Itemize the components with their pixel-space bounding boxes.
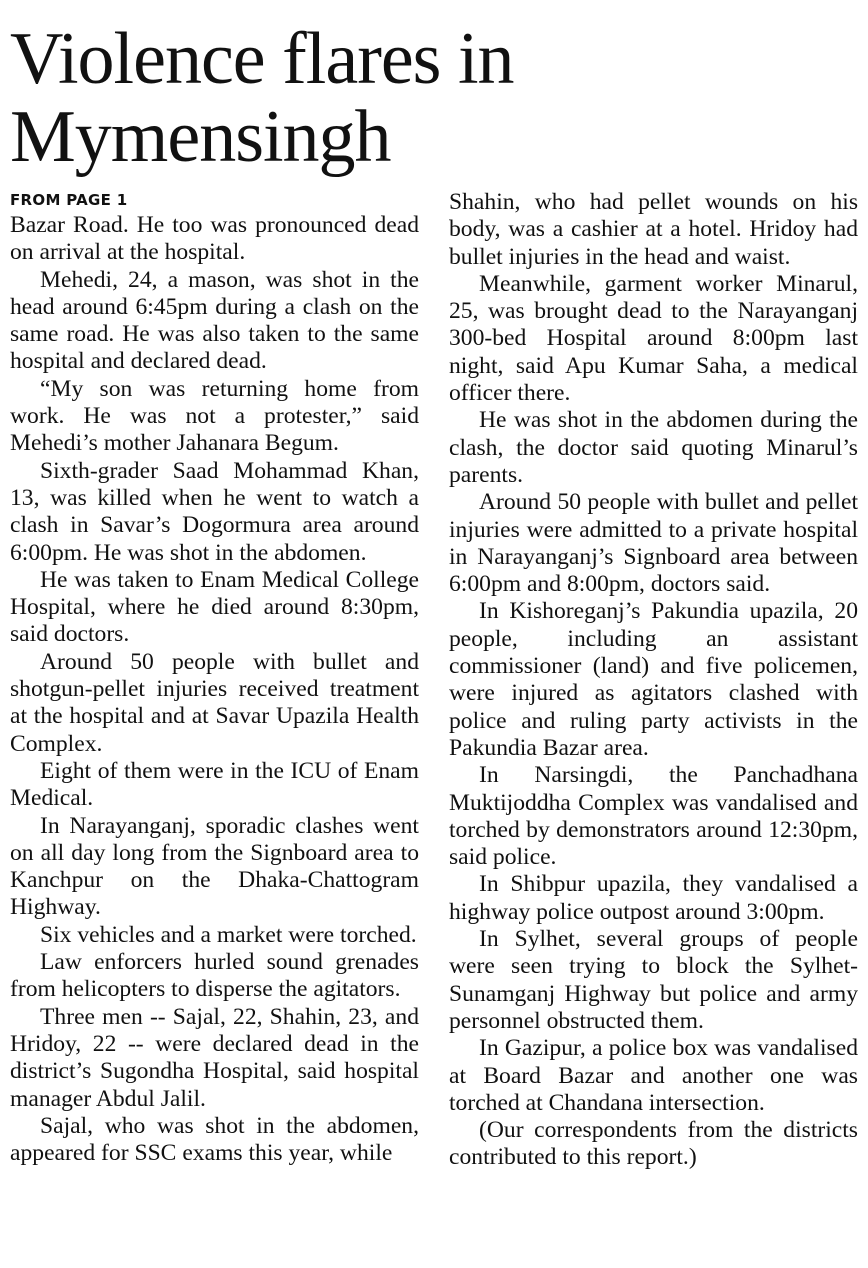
paragraph: In Kishoreganj’s Pakundia upazila, 20 people, including an assistant commissioner (land) and five policemen, were injured as agitators clashed with police and ruling party activists in the Pakundia Bazar area. (449, 598, 858, 761)
left-column (10, 189, 419, 1167)
paragraph: Around 50 people with bullet and pellet injuries were admitted to a private hospital in Narayanganj’s Signboard area between 6:00pm and 8:00pm, doctors said. (449, 489, 858, 598)
kicker: FROM PAGE 1 (10, 191, 128, 209)
paragraph: In Narayanganj, sporadic clashes went on all day long from the Signboard area to Kanchpur on the Dhaka-Chattogram Highway. (10, 812, 419, 921)
paragraph: Six vehicles and a market were torched. (40, 921, 417, 948)
paragraph: Meanwhile, garment worker Minarul, 25, was brought dead to the Narayanganj 300-bed Hospital around 8:00pm last night, said Apu Kumar Saha, a medical officer there. (449, 270, 858, 407)
paragraph: Three men -- Sajal, 22, Shahin, 23, and Hridoy, 22 -- were declared dead in the district’s Sugondha Hospital, said hospital manager Abdul Jalil. (10, 1003, 419, 1112)
paragraph: Around 50 people with bullet and shotgun-pellet injuries received treatment at the hospital and at Savar Upazila Health Complex. (10, 648, 419, 757)
paragraph: He was shot in the abdomen during the clash, the doctor said quoting Minarul’s parents. (449, 407, 858, 488)
paragraph: Eight of them were in the ICU of Enam Medical. (10, 757, 419, 812)
headline: Violence flares in Mymensingh (10, 18, 514, 178)
paragraph: In Shibpur upazila, they vandalised a highway police outpost around 3:00pm. (449, 871, 858, 925)
paragraph: Sixth-grader Saad Mohammad Khan, 13, was killed when he went to watch a clash in Savar’s Dogormura area around 6:00pm. He was shot in the abdomen. (10, 457, 419, 566)
paragraph: Mehedi, 24, a mason, was shot in the head around 6:45pm during a clash on the same road. He was also taken to the same hospital and declared dead. (10, 266, 419, 375)
paragraph: In Sylhet, several groups of people were seen trying to block the Sylhet-Sunamganj Highway but police and army personnel obstructed them. (449, 926, 858, 1034)
paragraph: (Our correspondents from the districts contributed to this report.) (449, 1117, 858, 1171)
right-column (449, 189, 858, 1172)
paragraph: He was taken to Enam Medical College Hospital, where he died around 8:30pm, said doctors. (10, 566, 419, 648)
paragraph: “My son was returning home from work. He was not a protester,” said Mehedi’s mother Jahanara Begum. (10, 375, 419, 457)
paragraph: Shahin, who had pellet wounds on his body, was a cashier at a hotel. Hridoy had bullet injuries in the head and waist. (449, 189, 858, 270)
paragraph: Law enforcers hurled sound grenades from helicopters to disperse the agitators. (10, 949, 419, 1003)
paragraph: In Gazipur, a police box was vandalised at Board Bazar and another one was torched at Chandana intersection. (449, 1035, 858, 1116)
paragraph: Bazar Road. He too was pronounced dead on arrival at the hospital. (10, 212, 419, 266)
paragraph: Sajal, who was shot in the abdomen, appeared for SSC exams this year, while (10, 1112, 419, 1167)
paragraph: In Narsingdi, the Panchadhana Muktijoddha Complex was vandalised and torched by demonstrators around 12:30pm, said police. (449, 762, 858, 871)
